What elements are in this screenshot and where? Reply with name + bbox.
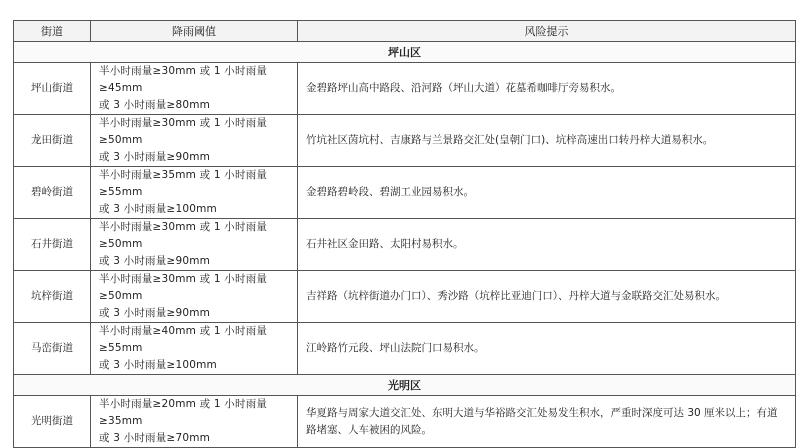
threshold-line: 或 3 小时雨量≥100mm — [99, 359, 217, 371]
table-row — [14, 115, 796, 167]
header-threshold: 降雨阈值 — [91, 21, 298, 42]
district-cell: 石井街道 — [14, 219, 91, 271]
table-body — [14, 42, 796, 448]
threshold-line: 或 3 小时雨量≥70mm — [99, 432, 211, 444]
district-cell: 光明街道 — [14, 396, 91, 448]
section-row — [14, 42, 796, 63]
threshold-cell — [91, 323, 298, 375]
threshold-line: 或 3 小时雨量≥80mm — [99, 99, 211, 111]
header-tips: 风险提示 — [298, 21, 796, 42]
threshold-line: 半小时雨量≥30mm 或 1 小时雨量≥45mm — [99, 65, 268, 94]
threshold-cell — [91, 396, 298, 448]
threshold-line: 半小时雨量≥20mm 或 1 小时雨量≥35mm — [99, 398, 268, 427]
risk-tip-cell: 金碧路碧岭段、碧湖工业园易积水。 — [298, 167, 796, 219]
threshold-cell — [91, 167, 298, 219]
threshold-cell — [91, 271, 298, 323]
district-cell: 碧岭街道 — [14, 167, 91, 219]
risk-tip-cell: 江岭路竹元段、坪山法院门口易积水。 — [298, 323, 796, 375]
threshold-cell — [91, 63, 298, 115]
threshold-line: 或 3 小时雨量≥90mm — [99, 307, 211, 319]
table-row — [14, 323, 796, 375]
header-district: 街道 — [14, 21, 91, 42]
threshold-line: 半小时雨量≥30mm 或 1 小时雨量≥50mm — [99, 221, 268, 250]
risk-tip-cell: 竹坑社区茵坑村、吉康路与兰景路交汇处(皇朝门口)、坑梓高速出口转丹梓大道易积水。 — [298, 115, 796, 167]
threshold-line: 半小时雨量≥40mm 或 1 小时雨量≥55mm — [99, 325, 268, 354]
threshold-line: 半小时雨量≥30mm 或 1 小时雨量≥50mm — [99, 117, 268, 146]
risk-tip-cell: 石井社区金田路、太阳村易积水。 — [298, 219, 796, 271]
threshold-line: 或 3 小时雨量≥90mm — [99, 151, 211, 163]
table-header-row — [14, 21, 796, 42]
risk-tip-cell: 华夏路与周家大道交汇处、东明大道与华裕路交汇处易发生积水，严重时深度可达 30 厘米以上；有道路堵塞、人车被困的风险。 — [298, 396, 796, 448]
risk-tip-cell: 金碧路坪山高中路段、沿河路（坪山大道）花墓希咖啡厅旁易积水。 — [298, 63, 796, 115]
district-cell: 马峦街道 — [14, 323, 91, 375]
district-cell: 龙田街道 — [14, 115, 91, 167]
table-row — [14, 396, 796, 448]
threshold-line: 或 3 小时雨量≥100mm — [99, 203, 217, 215]
district-cell: 坑梓街道 — [14, 271, 91, 323]
risk-tip-cell: 吉祥路（坑梓街道办门口）、秀沙路（坑梓比亚迪门口）、丹梓大道与金联路交汇处易积水。 — [298, 271, 796, 323]
table-row — [14, 219, 796, 271]
section-title: 坪山区 — [14, 42, 796, 63]
threshold-line: 半小时雨量≥30mm 或 1 小时雨量≥50mm — [99, 273, 268, 302]
section-title: 光明区 — [14, 375, 796, 396]
table-row — [14, 167, 796, 219]
district-cell: 坪山街道 — [14, 63, 91, 115]
table-row — [14, 63, 796, 115]
section-row — [14, 375, 796, 396]
threshold-cell — [91, 219, 298, 271]
threshold-cell — [91, 115, 298, 167]
threshold-line: 或 3 小时雨量≥90mm — [99, 255, 211, 267]
threshold-line: 半小时雨量≥35mm 或 1 小时雨量≥55mm — [99, 169, 268, 198]
rainfall-risk-table — [13, 20, 796, 448]
table-row — [14, 271, 796, 323]
